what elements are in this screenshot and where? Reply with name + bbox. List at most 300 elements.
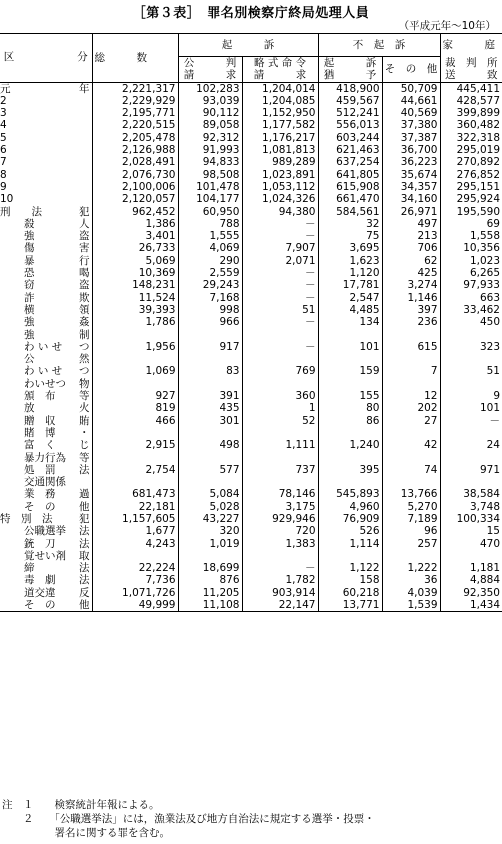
header-other: そ の 他 <box>382 57 440 83</box>
label-suffix: 等 <box>79 451 90 464</box>
cell-family-court: 69 <box>440 218 502 230</box>
cell-other: 96 <box>382 525 440 537</box>
row-label <box>0 267 92 279</box>
table-row <box>0 107 502 119</box>
cell-total: 22,224 <box>92 550 178 575</box>
cell-summary-order: － <box>242 316 318 328</box>
statistics-table <box>0 33 502 612</box>
cell-summary-order: 360 <box>242 378 318 403</box>
cell-other: 615 <box>382 329 440 354</box>
cell-other: 12 <box>382 378 440 403</box>
label-text: 7 <box>0 156 7 169</box>
label-text: 2 <box>0 94 7 107</box>
cell-total: 2,915 <box>92 427 178 452</box>
cell-public-trial: 89,058 <box>178 119 242 131</box>
row-label <box>0 550 92 575</box>
table-row <box>0 230 502 242</box>
cell-public-trial: 290 <box>178 255 242 267</box>
cell-total: 819 <box>92 402 178 414</box>
cell-suspended: 1,623 <box>318 255 382 267</box>
cell-summary-order: 1,204,014 <box>242 82 318 95</box>
cell-other: 497 <box>382 218 440 230</box>
label-suffix: 姦 <box>79 316 90 329</box>
cell-family-court: 270,892 <box>440 156 502 168</box>
label-suffix: 然 <box>79 353 90 366</box>
cell-total: 2,126,988 <box>92 144 178 156</box>
cell-other: 7,189 <box>382 513 440 525</box>
label-text: 暴 <box>24 254 35 267</box>
table-row <box>0 255 502 267</box>
table-row <box>0 427 502 452</box>
label-text: 元 <box>0 82 11 95</box>
cell-public-trial: 93,039 <box>178 95 242 107</box>
label-text: 3 <box>0 107 7 120</box>
row-label <box>0 156 92 168</box>
cell-suspended: 418,900 <box>318 82 382 95</box>
table-row <box>0 525 502 537</box>
label-text: 業 務 <box>24 488 56 501</box>
header-family-court-2: 裁 判 所 <box>440 57 502 70</box>
label-suffix: 法 <box>79 463 90 476</box>
label-text: 処 罰 <box>24 463 56 476</box>
cell-suspended: 155 <box>318 378 382 403</box>
cell-total: 5,069 <box>92 255 178 267</box>
row-label <box>0 599 92 612</box>
cell-public-trial: 102,283 <box>178 82 242 95</box>
row-label <box>0 329 92 354</box>
cell-suspended: 1,120 <box>318 267 382 279</box>
label-suffix: 欺 <box>79 291 90 304</box>
row-label <box>0 169 92 181</box>
cell-total: 1,157,605 <box>92 513 178 525</box>
cell-public-trial: 4,069 <box>178 242 242 254</box>
cell-public-trial: 83 <box>178 353 242 378</box>
cell-public-trial: 5,028 <box>178 501 242 513</box>
table-row <box>0 538 502 550</box>
label-text: 毒 劇 <box>24 574 56 587</box>
cell-total: 2,229,929 <box>92 95 178 107</box>
label-text: 強 <box>24 230 35 243</box>
cell-suspended: 32 <box>318 218 382 230</box>
label-text: 特 別 法 <box>0 512 53 525</box>
cell-other: 1,539 <box>382 599 440 612</box>
label-suffix: 他 <box>79 599 90 612</box>
cell-suspended: 4,485 <box>318 304 382 316</box>
row-label <box>0 304 92 316</box>
cell-other: 425 <box>382 267 440 279</box>
cell-family-court: 4,884 <box>440 574 502 586</box>
cell-other: 62 <box>382 255 440 267</box>
cell-public-trial: 320 <box>178 525 242 537</box>
label-suffix: 人 <box>79 217 90 230</box>
cell-other: 5,270 <box>382 501 440 513</box>
cell-other: 3,274 <box>382 279 440 291</box>
cell-other: 34,357 <box>382 181 440 193</box>
cell-family-court: 1,181 <box>440 550 502 575</box>
cell-total: 2,076,730 <box>92 169 178 181</box>
label-text: 4 <box>0 119 7 132</box>
cell-summary-order: 1,053,112 <box>242 181 318 193</box>
cell-suspended: 159 <box>318 353 382 378</box>
cell-public-trial: 43,227 <box>178 513 242 525</box>
cell-total: 4,243 <box>92 538 178 550</box>
cell-summary-order: 1,023,891 <box>242 169 318 181</box>
cell-other: 36 <box>382 574 440 586</box>
row-label <box>0 402 92 414</box>
cell-public-trial: 391 <box>178 378 242 403</box>
label-suffix: 他 <box>79 500 90 513</box>
label-suffix: じ <box>79 439 90 452</box>
header-total: 総 数 <box>92 34 178 83</box>
row-label <box>0 316 92 328</box>
cell-total: 1,069 <box>92 353 178 378</box>
label-suffix: 法 <box>79 574 90 587</box>
table-row <box>0 415 502 427</box>
cell-total: 962,452 <box>92 206 178 218</box>
row-label <box>0 230 92 242</box>
table-row <box>0 402 502 414</box>
row-label <box>0 587 92 599</box>
cell-other: 74 <box>382 452 440 477</box>
label-suffix: 反 <box>79 586 90 599</box>
label-text: 強 <box>24 316 35 329</box>
cell-family-court: 276,852 <box>440 169 502 181</box>
table-row <box>0 242 502 254</box>
header-non-prosecution: 不 起 訴 <box>318 34 440 57</box>
cell-total: 2,100,006 <box>92 181 178 193</box>
row-label <box>0 513 92 525</box>
cell-other: 397 <box>382 304 440 316</box>
cell-suspended: 80 <box>318 402 382 414</box>
cell-summary-order: 1,383 <box>242 538 318 550</box>
table-row <box>0 316 502 328</box>
table-row <box>0 193 502 205</box>
label-text: 公 <box>24 353 35 366</box>
header-summary-order-2: 請 求 <box>242 69 318 82</box>
label-text: わいせつ <box>24 377 66 390</box>
cell-total: 11,524 <box>92 292 178 304</box>
cell-total: 26,733 <box>92 242 178 254</box>
cell-suspended: 615,908 <box>318 181 382 193</box>
cell-summary-order: 989,289 <box>242 156 318 168</box>
cell-other: 706 <box>382 242 440 254</box>
label-text: わ い せ <box>24 365 63 378</box>
label-text: わ い せ <box>24 340 63 353</box>
row-label <box>0 181 92 193</box>
cell-total: 148,231 <box>92 279 178 291</box>
label-text: 強 <box>24 328 35 341</box>
table-row <box>0 513 502 525</box>
table-row <box>0 574 502 586</box>
cell-total: 2,205,478 <box>92 132 178 144</box>
cell-summary-order: 929,946 <box>242 513 318 525</box>
cell-family-court: 360,482 <box>440 119 502 131</box>
cell-family-court: 450 <box>440 316 502 328</box>
cell-summary-order: 1,081,813 <box>242 144 318 156</box>
cell-suspended: 526 <box>318 525 382 537</box>
cell-summary-order: 78,146 <box>242 476 318 501</box>
label-text: 横 <box>24 303 35 316</box>
cell-total: 2,120,057 <box>92 193 178 205</box>
cell-summary-order: 51 <box>242 304 318 316</box>
label-text: 道交違 <box>24 586 56 599</box>
cell-suspended: 76,909 <box>318 513 382 525</box>
cell-other: 37,387 <box>382 132 440 144</box>
table-row <box>0 132 502 144</box>
cell-total: 39,393 <box>92 304 178 316</box>
note-2-continued: 署名に関する罪を含む。 <box>2 827 170 839</box>
cell-other: 213 <box>382 230 440 242</box>
cell-other: 50,709 <box>382 82 440 95</box>
cell-summary-order: － <box>242 218 318 230</box>
cell-family-court: 10,356 <box>440 242 502 254</box>
cell-suspended: 158 <box>318 574 382 586</box>
cell-summary-order: 1,782 <box>242 574 318 586</box>
cell-family-court: 1,434 <box>440 599 502 612</box>
cell-family-court: 323 <box>440 329 502 354</box>
label-suffix: 制 <box>79 328 90 341</box>
label-suffix: 盗 <box>79 279 90 292</box>
cell-public-trial: 94,833 <box>178 156 242 168</box>
cell-total: 2,028,491 <box>92 156 178 168</box>
cell-other: 1,146 <box>382 292 440 304</box>
row-label <box>0 501 92 513</box>
cell-other: 4,039 <box>382 587 440 599</box>
header-public-trial-2: 請 求 <box>178 69 242 82</box>
cell-summary-order: 720 <box>242 525 318 537</box>
cell-family-court: 470 <box>440 538 502 550</box>
cell-family-court: － <box>440 415 502 427</box>
cell-family-court: 445,411 <box>440 82 502 95</box>
cell-suspended: 1,122 <box>318 550 382 575</box>
cell-public-trial: 917 <box>178 329 242 354</box>
cell-other: 40,569 <box>382 107 440 119</box>
label-text: 8 <box>0 168 7 181</box>
cell-suspended: 17,781 <box>318 279 382 291</box>
cell-suspended: 545,893 <box>318 476 382 501</box>
cell-family-court: 100,334 <box>440 513 502 525</box>
row-label <box>0 132 92 144</box>
row-label <box>0 427 92 452</box>
label-suffix: 行 <box>79 254 90 267</box>
header-prosecution: 起 訴 <box>178 34 318 57</box>
cell-summary-order: 737 <box>242 452 318 477</box>
label-text: 9 <box>0 180 7 193</box>
cell-total: 1,677 <box>92 525 178 537</box>
cell-suspended: 13,771 <box>318 599 382 612</box>
cell-family-court: 295,924 <box>440 193 502 205</box>
cell-family-court: 1,558 <box>440 230 502 242</box>
cell-summary-order: 1,177,582 <box>242 119 318 131</box>
cell-suspended: 512,241 <box>318 107 382 119</box>
label-suffix: 喝 <box>79 267 90 280</box>
cell-total: 2,195,771 <box>92 107 178 119</box>
label-suffix: 犯 <box>79 205 90 218</box>
cell-total: 7,736 <box>92 574 178 586</box>
cell-total: 49,999 <box>92 599 178 612</box>
cell-other: 36,700 <box>382 144 440 156</box>
label-text: 富 く <box>24 439 56 452</box>
row-label <box>0 95 92 107</box>
table-row <box>0 267 502 279</box>
cell-family-court: 6,265 <box>440 267 502 279</box>
cell-family-court: 195,590 <box>440 206 502 218</box>
note-2: ２ 「公職選挙法」には，漁業法及び地方自治法に規定する選挙・投票・ <box>2 813 375 825</box>
cell-public-trial: 104,177 <box>178 193 242 205</box>
cell-public-trial: 998 <box>178 304 242 316</box>
cell-public-trial: 11,108 <box>178 599 242 612</box>
label-suffix: 物 <box>79 377 90 390</box>
cell-other: 236 <box>382 316 440 328</box>
label-text: 暴力行為 <box>24 451 66 464</box>
label-text: 傷 <box>24 242 35 255</box>
table-row <box>0 329 502 354</box>
cell-other: 34,160 <box>382 193 440 205</box>
cell-suspended: 641,805 <box>318 169 382 181</box>
cell-public-trial: 98,508 <box>178 169 242 181</box>
table-row <box>0 587 502 599</box>
label-text: そ の <box>24 500 56 513</box>
label-suffix: 年 <box>79 82 90 95</box>
cell-family-court: 101 <box>440 402 502 414</box>
cell-suspended: 621,463 <box>318 144 382 156</box>
label-text: 放 <box>24 402 35 415</box>
label-text: 頒 布 <box>24 390 56 403</box>
row-label <box>0 218 92 230</box>
cell-other: 257 <box>382 538 440 550</box>
cell-total: 927 <box>92 378 178 403</box>
cell-total: 1,786 <box>92 316 178 328</box>
table-row <box>0 218 502 230</box>
header-suspended: 起 訴 <box>318 57 382 70</box>
cell-family-court: 3,748 <box>440 501 502 513</box>
row-label <box>0 206 92 218</box>
cell-other: 27 <box>382 415 440 427</box>
cell-summary-order: 1,152,950 <box>242 107 318 119</box>
cell-family-court: 33,462 <box>440 304 502 316</box>
label-suffix: 取 <box>79 549 90 562</box>
cell-summary-order: 3,175 <box>242 501 318 513</box>
cell-suspended: 2,547 <box>318 292 382 304</box>
cell-family-court: 51 <box>440 353 502 378</box>
cell-family-court: 1,023 <box>440 255 502 267</box>
cell-suspended: 3,695 <box>318 242 382 254</box>
table-row <box>0 279 502 291</box>
row-label <box>0 574 92 586</box>
note-1: 注 １ 検察統計年報による。 <box>2 799 160 811</box>
cell-public-trial: 29,243 <box>178 279 242 291</box>
table-row <box>0 476 502 501</box>
label-suffix: 等 <box>79 390 90 403</box>
cell-total: 2,754 <box>92 452 178 477</box>
cell-suspended: 4,960 <box>318 501 382 513</box>
cell-summary-order: 903,914 <box>242 587 318 599</box>
cell-public-trial: 11,205 <box>178 587 242 599</box>
table-row <box>0 119 502 131</box>
table-row <box>0 292 502 304</box>
label-suffix: 賄 <box>79 414 90 427</box>
cell-summary-order: 94,380 <box>242 206 318 218</box>
label-suffix: 領 <box>79 303 90 316</box>
label-text: 殺 <box>24 217 35 230</box>
row-label <box>0 255 92 267</box>
cell-total: 2,221,317 <box>92 82 178 95</box>
cell-family-court: 295,019 <box>440 144 502 156</box>
cell-summary-order: － <box>242 267 318 279</box>
row-label <box>0 82 92 95</box>
cell-family-court: 24 <box>440 427 502 452</box>
cell-suspended: 556,013 <box>318 119 382 131</box>
cell-family-court: 663 <box>440 292 502 304</box>
cell-suspended: 661,470 <box>318 193 382 205</box>
cell-family-court: 9 <box>440 378 502 403</box>
row-label <box>0 353 92 378</box>
cell-public-trial: 301 <box>178 415 242 427</box>
row-label <box>0 242 92 254</box>
cell-family-court: 428,577 <box>440 95 502 107</box>
cell-public-trial: 1,555 <box>178 230 242 242</box>
table-row <box>0 169 502 181</box>
cell-suspended: 459,567 <box>318 95 382 107</box>
cell-public-trial: 435 <box>178 402 242 414</box>
row-label <box>0 119 92 131</box>
header-summary-order: 略 式 命 令 <box>242 57 318 70</box>
cell-public-trial: 1,019 <box>178 538 242 550</box>
header-family-court-3: 送 致 <box>440 69 502 82</box>
cell-family-court: 97,933 <box>440 279 502 291</box>
cell-other: 37,380 <box>382 119 440 131</box>
label-text: 刑 法 <box>0 205 42 218</box>
label-suffix: ・ <box>79 426 90 439</box>
label-text: 贈 収 <box>24 414 56 427</box>
table-row <box>0 599 502 612</box>
table-row <box>0 353 502 378</box>
cell-other: 7 <box>382 353 440 378</box>
table-row <box>0 156 502 168</box>
table-row <box>0 501 502 513</box>
cell-summary-order: 52 <box>242 415 318 427</box>
cell-other: 13,766 <box>382 476 440 501</box>
cell-public-trial: 498 <box>178 427 242 452</box>
label-text: 賭 博 <box>24 426 56 439</box>
cell-total: 10,369 <box>92 267 178 279</box>
cell-public-trial: 788 <box>178 218 242 230</box>
row-label <box>0 378 92 403</box>
cell-public-trial: 2,559 <box>178 267 242 279</box>
cell-other: 44,661 <box>382 95 440 107</box>
label-text: 恐 <box>24 267 35 280</box>
row-label <box>0 292 92 304</box>
table-body <box>0 82 502 612</box>
label-suffix: つ <box>79 365 90 378</box>
cell-other: 1,222 <box>382 550 440 575</box>
table-row <box>0 378 502 403</box>
cell-public-trial: 18,699 <box>178 550 242 575</box>
row-label <box>0 279 92 291</box>
label-suffix: 犯 <box>79 512 90 525</box>
table-row <box>0 181 502 193</box>
header-category: 区 分 <box>0 34 92 83</box>
cell-family-court: 295,151 <box>440 181 502 193</box>
label-suffix: 過 <box>79 488 90 501</box>
row-label <box>0 193 92 205</box>
cell-public-trial: 5,084 <box>178 476 242 501</box>
cell-suspended: 395 <box>318 452 382 477</box>
label-suffix: 法 <box>79 537 90 550</box>
row-label <box>0 415 92 427</box>
row-label <box>0 525 92 537</box>
cell-family-court: 971 <box>440 452 502 477</box>
